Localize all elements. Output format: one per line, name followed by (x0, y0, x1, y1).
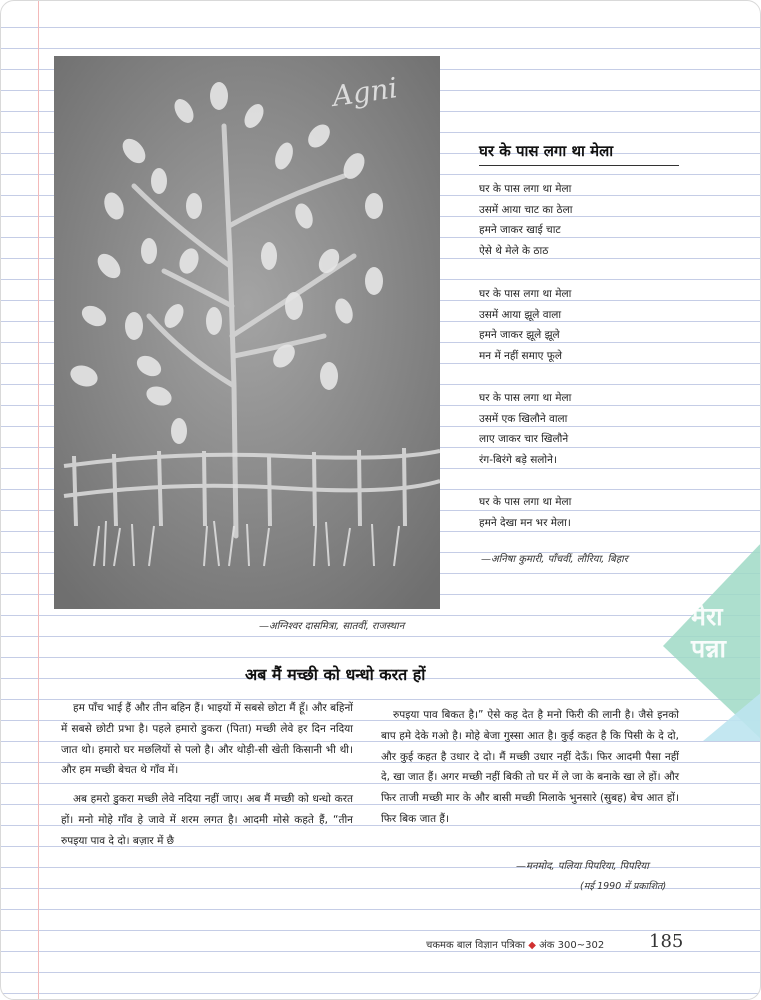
magazine-name: चकमक बाल विज्ञान पत्रिका (426, 940, 526, 951)
poem-line: उसमें आया झूले वाला (479, 308, 562, 321)
poem-line: उसमें एक खिलौने वाला (479, 412, 568, 425)
poem-line: घर के पास लगा था मेला (479, 183, 572, 195)
poem-line: घर के पास लगा था मेला (479, 496, 572, 508)
drawing-signature: Agni (330, 71, 400, 113)
poem-title-underline (479, 165, 679, 166)
publication-note: (मई 1990 में प्रकाशित) (580, 881, 667, 892)
poem-stanza-3 (479, 388, 571, 470)
poem-stanza-4 (479, 492, 571, 533)
article-author: —मनमोद, पलिया पिपरिया, पिपरिया (516, 861, 649, 872)
section-tab-label-1: मेरा (691, 602, 723, 631)
issue-number: अंक 300~302 (539, 940, 605, 951)
poem-author: —अनिषा कुमारी, पाँचवीं, लौरिया, बिहार (481, 554, 628, 565)
section-tab-label-2: पन्ना (691, 634, 726, 663)
page-number: 185 (649, 931, 684, 952)
poem-line: घर के पास लगा था मेला (479, 288, 572, 300)
article-paragraph: अब हमरो डुकरा मच्छी लेवे नदिया नहीं जाए। अब मैं मच्छी को धन्धो करत हों। मनो मोहे गाँव हे जावे में शरम लगत है। आदमी मोसे कहते हैं, “तीन रुपइया पाव दे दो। बज़ार में छै (61, 793, 353, 847)
article-left-column (61, 698, 353, 852)
poem-line: लाए जाकर चार खिलौने (479, 433, 569, 445)
poem-line: घर के पास लगा था मेला (479, 392, 572, 404)
poem-line: ऐसे थे मेले के ठाठ (479, 244, 549, 257)
article-paragraph: रुपइया पाव बिकत है।” ऐसे कह देत है मनो फिरी की लानी है। जैसे इनको बाप हमे देके गओ है। मोहे बेजा गुस्सा आत है। कुई कहत है कि पिसी के दे दो, और कुई कहत है उधार दे दो। मैं मच्छी उधार नहीं देऊँ। फिर आदमी पैसा नहीं दे, खा जात हैं। अगर मच्छी नहीं बिकी तो घर में ले जा के बनाके खा ले हों। और फिर ताजी मच्छी मार के और बासी मच्छी मिलाके भुनसारे (सुबह) बेच आत हों। फिर बिक जात हैं। (381, 709, 679, 825)
poem-line: हमने देखा मन भर मेला। (479, 516, 571, 529)
diamond-icon: ◆ (528, 940, 536, 951)
margin-line (38, 1, 39, 1000)
poem-stanza-2 (479, 284, 571, 366)
tree-illustration (54, 56, 440, 609)
drawing-caption: —अग्निश्वर दासमित्रा, सातवीं, राजस्थान (259, 621, 405, 632)
article-title: अब मैं मच्छी को धन्धो करत हों (245, 665, 426, 684)
article-right-column (381, 705, 679, 830)
poem-line: उसमें आया चाट का ठेला (479, 203, 573, 216)
footer (426, 937, 604, 951)
poem-title: घर के पास लगा था मेला (479, 142, 614, 160)
tree-drawing (54, 56, 440, 609)
poem-line: हमने जाकर खाई चाट (479, 224, 561, 236)
poem-line: मन में नहीं समाए फूले (479, 349, 562, 362)
article-paragraph: हम पाँच भाई हैं और तीन बहिन हैं। भाइयों में सबसे छोटा मैं हूँ। और बहिनों में सबसे छोटी प्रभा है। पहले हमारो डुकरा (पिता) मच्छी लेवे हर दिन नदिया जात थो। हमारो घर मछलियों से पलो है। और थोड़ी-सी खेती किसानी भी थी। और हम मच्छी बेचत थे गाँव में। (61, 702, 353, 777)
poem-line: हमने जाकर झूले झूले (479, 329, 560, 341)
poem-stanza-1 (479, 179, 572, 261)
poem-line: रंग-बिरंगे बड़े सलोने। (479, 453, 557, 466)
